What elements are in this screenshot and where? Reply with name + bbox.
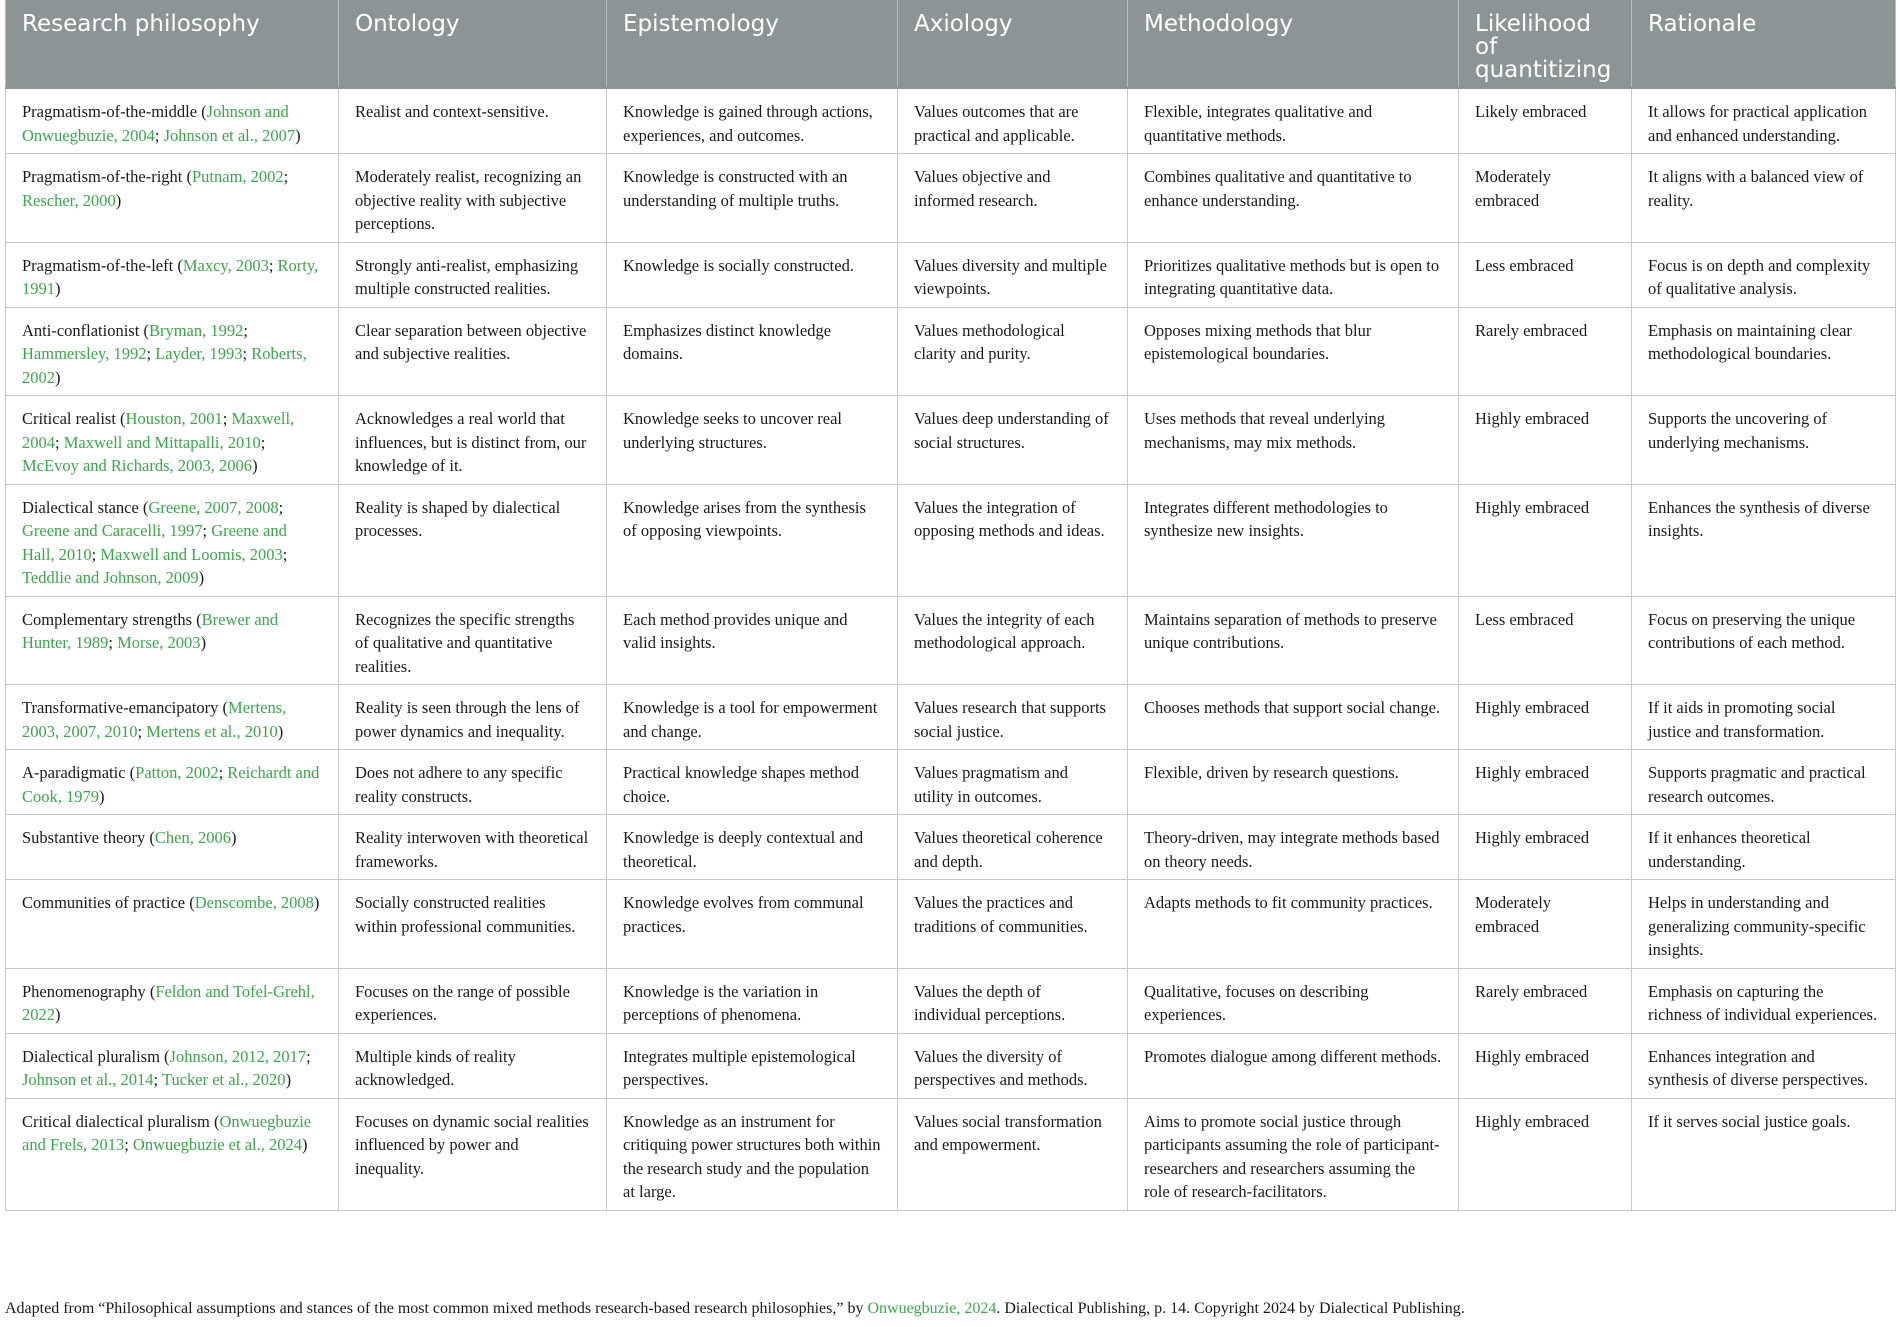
citation-link[interactable]: Johnson and Onwuegbuzie, 2004	[22, 102, 289, 145]
citation-link[interactable]: Bryman, 1992	[148, 320, 244, 340]
epistemology-cell: Knowledge evolves from communal practices.	[607, 880, 898, 969]
table-row	[6, 88, 1896, 154]
philosophy-cell	[6, 1098, 339, 1210]
likelihood-cell: Less embraced	[1459, 596, 1632, 685]
text-fragment: ;	[283, 167, 289, 186]
text-fragment: ;	[55, 432, 64, 452]
citation-link[interactable]: Reichardt and Cook, 1979	[22, 763, 320, 806]
text-fragment: Pragmatism-of-the-right (	[22, 167, 192, 186]
text-fragment: Communities of practice (	[22, 893, 195, 912]
rationale-cell: Enhances integration and synthesis of diverse perspectives.	[1632, 1033, 1896, 1098]
ontology-cell: Strongly anti-realist, emphasizing multiple constructed realities.	[339, 242, 607, 307]
epistemology-cell: Knowledge is constructed with an understanding of multiple truths.	[607, 154, 898, 243]
likelihood-cell: Highly embraced	[1459, 1033, 1632, 1098]
text-fragment: )	[55, 367, 61, 387]
axiology-cell: Values diversity and multiple viewpoints.	[898, 242, 1128, 307]
text-fragment: Pragmatism-of-the-middle (	[22, 102, 207, 121]
text-fragment: Complementary strengths (	[22, 609, 202, 629]
citation-link[interactable]: Greene, 2007, 2008	[148, 497, 279, 517]
epistemology-cell: Knowledge is deeply contextual and theoretical.	[607, 815, 898, 880]
epistemology-cell: Integrates multiple epistemological perspectives.	[607, 1033, 898, 1098]
ontology-cell: Multiple kinds of reality acknowledged.	[339, 1033, 607, 1098]
axiology-cell: Values the integration of opposing methods and ideas.	[898, 484, 1128, 596]
citation-link[interactable]: Mertens et al., 2010	[146, 721, 278, 741]
rationale-cell: Focus on preserving the unique contributions of each method.	[1632, 596, 1896, 685]
table-row	[6, 307, 1896, 396]
citation-link[interactable]: Feldon and Tofel-Grehl, 2022	[22, 981, 315, 1024]
epistemology-cell: Each method provides unique and valid insights.	[607, 596, 898, 685]
citation-link[interactable]: Putnam, 2002	[192, 167, 284, 186]
column-header: Likelihood of quantitizing	[1459, 0, 1632, 88]
ontology-cell: Recognizes the specific strengths of qualitative and quantitative realities.	[339, 596, 607, 685]
citation-link[interactable]: Patton, 2002	[135, 763, 219, 782]
ontology-cell: Focuses on dynamic social realities influenced by power and inequality.	[339, 1098, 607, 1210]
text-fragment: ;	[153, 1070, 162, 1089]
column-header: Axiology	[898, 0, 1128, 88]
text-fragment: ;	[282, 544, 288, 564]
text-fragment: ;	[268, 255, 278, 275]
text-fragment: Dialectical pluralism (	[22, 1046, 170, 1066]
text-fragment: )	[200, 633, 207, 652]
philosophy-cell	[6, 154, 339, 243]
likelihood-cell: Highly embraced	[1459, 815, 1632, 880]
citation-link[interactable]: Hammersley, 1992	[22, 344, 147, 363]
citation-link[interactable]: Denscombe, 2008	[194, 893, 314, 912]
text-fragment: Phenomenography (	[22, 981, 156, 1001]
methodology-cell: Adapts methods to fit community practices.	[1128, 880, 1459, 969]
text-fragment: ;	[137, 721, 147, 741]
text-fragment: ;	[91, 544, 101, 564]
citation-link[interactable]: Rescher, 2000	[22, 190, 116, 210]
methodology-cell: Uses methods that reveal underlying mechanisms, may mix methods.	[1128, 396, 1459, 485]
philosophy-cell	[6, 1033, 339, 1098]
text-fragment: )	[231, 828, 237, 847]
likelihood-cell: Moderately embraced	[1459, 154, 1632, 243]
text-fragment: ;	[146, 344, 156, 363]
citation-link[interactable]: Mertens, 2003, 2007, 2010	[22, 698, 287, 741]
ontology-cell: Realist and context-sensitive.	[339, 88, 607, 154]
table-container	[5, 0, 1895, 1211]
citation-link[interactable]: Onwuegbuzie, 2024	[867, 1300, 997, 1317]
axiology-cell: Values objective and informed research.	[898, 154, 1128, 243]
axiology-cell: Values the depth of individual perceptions.	[898, 968, 1128, 1033]
likelihood-cell: Highly embraced	[1459, 1098, 1632, 1210]
rationale-cell: If it aids in promoting social justice and transformation.	[1632, 685, 1896, 750]
methodology-cell: Qualitative, focuses on describing experiences.	[1128, 968, 1459, 1033]
text-fragment: ;	[154, 125, 164, 145]
methodology-cell: Theory-driven, may integrate methods based on theory needs.	[1128, 815, 1459, 880]
philosophy-cell	[6, 242, 339, 307]
text-fragment: Critical dialectical pluralism (	[22, 1111, 220, 1131]
philosophy-cell	[6, 596, 339, 685]
rationale-cell: Supports the uncovering of underlying mechanisms.	[1632, 396, 1896, 485]
citation-link[interactable]: McEvoy and Richards, 2003, 2006	[22, 456, 253, 475]
text-fragment: )	[285, 1070, 292, 1089]
methodology-cell: Integrates different methodologies to synthesize new insights.	[1128, 484, 1459, 596]
epistemology-cell: Practical knowledge shapes method choice.	[607, 750, 898, 815]
text-fragment: ;	[306, 1046, 311, 1066]
text-fragment: ;	[124, 1135, 133, 1154]
citation-link[interactable]: Onwuegbuzie and Frels, 2013	[22, 1111, 312, 1154]
ontology-cell: Moderately realist, recognizing an objective reality with subjective perceptions.	[339, 154, 607, 243]
citation-link[interactable]: Greene and Hall, 2010	[22, 521, 287, 564]
rationale-cell: Focus is on depth and complexity of qualitative analysis.	[1632, 242, 1896, 307]
methodology-cell: Prioritizes qualitative methods but is open to integrating quantitative data.	[1128, 242, 1459, 307]
text-fragment: A-paradigmatic (	[22, 763, 136, 782]
rationale-cell: If it serves social justice goals.	[1632, 1098, 1896, 1210]
likelihood-cell: Moderately embraced	[1459, 880, 1632, 969]
likelihood-cell: Less embraced	[1459, 242, 1632, 307]
text-fragment: ;	[242, 344, 252, 363]
rationale-cell: It allows for practical application and enhanced understanding.	[1632, 88, 1896, 154]
citation-link[interactable]: Maxcy, 2003	[182, 255, 269, 275]
citation-link[interactable]: Greene and Caracelli, 1997	[22, 521, 203, 540]
column-header: Research philosophy	[6, 0, 339, 88]
text-fragment: Transformative-emancipatory (	[22, 698, 229, 717]
methodology-cell: Aims to promote social justice through participants assuming the role of participant-researchers and researchers assuming the role of research-facilitators.	[1128, 1098, 1459, 1210]
table-row	[6, 968, 1896, 1033]
text-fragment: )	[55, 279, 61, 298]
methodology-cell: Flexible, integrates qualitative and quantitative methods.	[1128, 88, 1459, 154]
citation-link[interactable]: Tucker et al., 2020	[161, 1070, 286, 1089]
citation-link[interactable]: Maxwell and Mittapalli, 2010	[63, 432, 261, 452]
rationale-cell: Helps in understanding and generalizing community-specific insights.	[1632, 880, 1896, 969]
text-fragment: ;	[202, 521, 212, 540]
likelihood-cell: Highly embraced	[1459, 685, 1632, 750]
citation-link[interactable]: Johnson, 2012, 2017	[169, 1046, 307, 1066]
epistemology-cell: Emphasizes distinct knowledge domains.	[607, 307, 898, 396]
text-fragment: )	[313, 893, 320, 912]
axiology-cell: Values the diversity of perspectives and methods.	[898, 1033, 1128, 1098]
citation-link[interactable]: Johnson et al., 2014	[22, 1070, 154, 1089]
epistemology-cell: Knowledge is the variation in perceptions of phenomena.	[607, 968, 898, 1033]
citation-link[interactable]: Onwuegbuzie et al., 2024	[132, 1135, 302, 1154]
citation-link[interactable]: Brewer and Hunter, 1989	[22, 609, 279, 652]
philosophy-cell	[6, 307, 339, 396]
text-fragment: Adapted from “Philosophical assumptions and stances of the most common mixed methods research-based research philosophies,” by	[5, 1300, 868, 1317]
citation-link[interactable]: Chen, 2006	[154, 828, 231, 847]
axiology-cell: Values the integrity of each methodological approach.	[898, 596, 1128, 685]
column-header: Ontology	[339, 0, 607, 88]
citation-link[interactable]: Maxwell and Loomis, 2003	[100, 544, 283, 564]
research-philosophy-table	[5, 0, 1896, 1211]
table-row	[6, 396, 1896, 485]
ontology-cell: Acknowledges a real world that influences, but is distinct from, our knowledge of it.	[339, 396, 607, 485]
citation-link[interactable]: Johnson et al., 2007	[163, 125, 296, 145]
ontology-cell: Reality is seen through the lens of power dynamics and inequality.	[339, 685, 607, 750]
philosophy-cell	[6, 880, 339, 969]
text-fragment: ;	[243, 320, 248, 340]
ontology-cell: Does not adhere to any specific reality constructs.	[339, 750, 607, 815]
philosophy-cell	[6, 750, 339, 815]
text-fragment: ;	[222, 409, 232, 428]
citation-link[interactable]: Morse, 2003	[117, 633, 201, 652]
text-fragment: )	[302, 1135, 308, 1154]
philosophy-cell	[6, 968, 339, 1033]
methodology-cell: Opposes mixing methods that blur epistemological boundaries.	[1128, 307, 1459, 396]
text-fragment: )	[115, 190, 122, 210]
table-row	[6, 750, 1896, 815]
table-row	[6, 154, 1896, 243]
text-fragment: . Dialectical Publishing, p. 14. Copyright 2024 by Dialectical Publishing.	[996, 1300, 1465, 1317]
text-fragment: )	[295, 125, 301, 145]
text-fragment: )	[277, 721, 284, 741]
citation-link[interactable]: Teddlie and Johnson, 2009	[22, 568, 199, 587]
text-fragment: ;	[108, 633, 118, 652]
methodology-cell: Promotes dialogue among different methods.	[1128, 1033, 1459, 1098]
axiology-cell: Values social transformation and empowerment.	[898, 1098, 1128, 1210]
axiology-cell: Values deep understanding of social structures.	[898, 396, 1128, 485]
rationale-cell: If it enhances theoretical understanding.	[1632, 815, 1896, 880]
likelihood-cell: Likely embraced	[1459, 88, 1632, 154]
philosophy-cell	[6, 88, 339, 154]
epistemology-cell: Knowledge is socially constructed.	[607, 242, 898, 307]
epistemology-cell: Knowledge is gained through actions, experiences, and outcomes.	[607, 88, 898, 154]
text-fragment: Critical realist (	[22, 409, 126, 428]
table-footnote	[5, 1300, 1895, 1318]
epistemology-cell: Knowledge seeks to uncover real underlying structures.	[607, 396, 898, 485]
column-header: Rationale	[1632, 0, 1896, 88]
ontology-cell: Focuses on the range of possible experiences.	[339, 968, 607, 1033]
citation-link[interactable]: Houston, 2001	[125, 409, 223, 428]
likelihood-cell: Highly embraced	[1459, 750, 1632, 815]
citation-link[interactable]: Layder, 1993	[155, 344, 243, 363]
column-header: Epistemology	[607, 0, 898, 88]
rationale-cell: It aligns with a balanced view of reality.	[1632, 154, 1896, 243]
philosophy-cell	[6, 685, 339, 750]
text-fragment: ;	[218, 763, 228, 782]
philosophy-cell	[6, 815, 339, 880]
epistemology-cell: Knowledge as an instrument for critiquing power structures both within the research study and the population at large.	[607, 1098, 898, 1210]
likelihood-cell: Rarely embraced	[1459, 307, 1632, 396]
axiology-cell: Values outcomes that are practical and applicable.	[898, 88, 1128, 154]
table-row	[6, 1098, 1896, 1210]
table-row	[6, 242, 1896, 307]
table-row	[6, 880, 1896, 969]
text-fragment: ;	[260, 432, 266, 452]
table-row	[6, 685, 1896, 750]
methodology-cell: Maintains separation of methods to preserve unique contributions.	[1128, 596, 1459, 685]
methodology-cell: Chooses methods that support social change.	[1128, 685, 1459, 750]
philosophy-cell	[6, 396, 339, 485]
text-fragment: Pragmatism-of-the-left (	[22, 255, 183, 275]
axiology-cell: Values pragmatism and utility in outcomes.	[898, 750, 1128, 815]
axiology-cell: Values theoretical coherence and depth.	[898, 815, 1128, 880]
methodology-cell: Flexible, driven by research questions.	[1128, 750, 1459, 815]
header-row	[6, 0, 1896, 88]
ontology-cell: Clear separation between objective and subjective realities.	[339, 307, 607, 396]
citation-link[interactable]: Rorty, 1991	[22, 255, 319, 298]
text-fragment: )	[198, 568, 205, 587]
epistemology-cell: Knowledge arises from the synthesis of opposing viewpoints.	[607, 484, 898, 596]
citation-link[interactable]: Maxwell, 2004	[22, 409, 295, 452]
rationale-cell: Emphasis on maintaining clear methodological boundaries.	[1632, 307, 1896, 396]
philosophy-cell	[6, 484, 339, 596]
rationale-cell: Emphasis on capturing the richness of individual experiences.	[1632, 968, 1896, 1033]
rationale-cell: Supports pragmatic and practical research outcomes.	[1632, 750, 1896, 815]
epistemology-cell: Knowledge is a tool for empowerment and change.	[607, 685, 898, 750]
text-fragment: )	[99, 786, 105, 806]
axiology-cell: Values methodological clarity and purity.	[898, 307, 1128, 396]
table-row	[6, 1033, 1896, 1098]
likelihood-cell: Highly embraced	[1459, 396, 1632, 485]
likelihood-cell: Highly embraced	[1459, 484, 1632, 596]
citation-link[interactable]: Roberts, 2002	[22, 344, 307, 387]
axiology-cell: Values the practices and traditions of communities.	[898, 880, 1128, 969]
text-fragment: Substantive theory (	[22, 828, 155, 847]
rationale-cell: Enhances the synthesis of diverse insights.	[1632, 484, 1896, 596]
table-row	[6, 484, 1896, 596]
likelihood-cell: Rarely embraced	[1459, 968, 1632, 1033]
text-fragment: ;	[278, 497, 284, 517]
ontology-cell: Socially constructed realities within professional communities.	[339, 880, 607, 969]
table-row	[6, 815, 1896, 880]
axiology-cell: Values research that supports social justice.	[898, 685, 1128, 750]
text-fragment: Dialectical stance (	[22, 497, 149, 517]
text-fragment: )	[55, 1005, 61, 1024]
ontology-cell: Reality interwoven with theoretical frameworks.	[339, 815, 607, 880]
table-row	[6, 596, 1896, 685]
methodology-cell: Combines qualitative and quantitative to enhance understanding.	[1128, 154, 1459, 243]
text-fragment: Anti-conflationist (	[22, 320, 149, 340]
ontology-cell: Reality is shaped by dialectical processes.	[339, 484, 607, 596]
column-header: Methodology	[1128, 0, 1459, 88]
text-fragment: )	[252, 456, 258, 475]
